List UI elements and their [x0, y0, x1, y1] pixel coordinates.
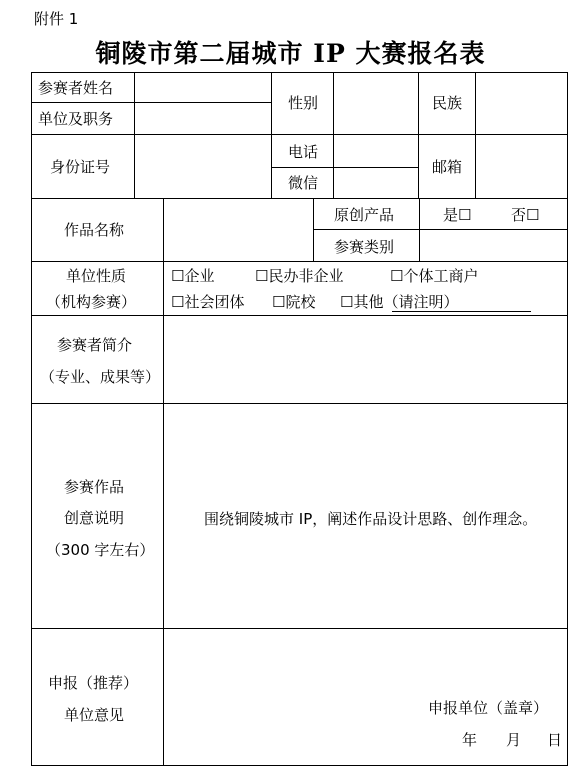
work-name-field[interactable]: [164, 199, 313, 261]
work-name-label: 作品名称: [64, 221, 125, 239]
unit-field[interactable]: [135, 103, 271, 134]
option-college[interactable]: ☐院校: [272, 293, 316, 311]
gender-field[interactable]: [334, 73, 418, 134]
phone-field[interactable]: [334, 135, 418, 167]
desc-label-2: 创意说明: [64, 509, 125, 527]
wechat-field[interactable]: [334, 168, 418, 198]
original-yes-checkbox[interactable]: 是☐: [443, 206, 472, 224]
seal-text: 申报单位（盖章）: [428, 699, 549, 717]
unit-label: 单位及职务: [38, 110, 114, 128]
date-month: 月: [506, 731, 522, 749]
category-field[interactable]: [420, 230, 567, 261]
name-field[interactable]: [135, 73, 271, 102]
option-enterprise[interactable]: ☐企业: [171, 267, 215, 285]
date-day: 日: [547, 731, 563, 749]
category-label: 参赛类别: [334, 238, 395, 256]
attachment-label: 附件 1: [34, 10, 79, 28]
id-field[interactable]: [135, 135, 271, 198]
opinion-label-1: 申报（推荐）: [48, 674, 139, 692]
unit-nature-sub: （机构参赛）: [46, 293, 137, 311]
email-field[interactable]: [476, 135, 567, 198]
intro-sub: （专业、成果等）: [40, 368, 161, 386]
original-no-checkbox[interactable]: 否☐: [511, 206, 540, 224]
intro-label: 参赛者简介: [57, 336, 133, 354]
intro-field[interactable]: [164, 316, 567, 403]
option-other[interactable]: ☐其他（请注明）: [340, 293, 459, 311]
desc-label-3: （300 字左右）: [46, 541, 155, 559]
phone-label: 电话: [288, 143, 319, 161]
ethnicity-field[interactable]: [476, 73, 567, 134]
id-label: 身份证号: [50, 158, 111, 176]
option-private-nonprofit[interactable]: ☐民办非企业: [255, 267, 344, 285]
option-social-group[interactable]: ☐社会团体: [171, 293, 245, 311]
wechat-label: 微信: [288, 174, 319, 192]
option-individual-business[interactable]: ☐个体工商户: [390, 267, 479, 285]
opinion-label-2: 单位意见: [64, 706, 125, 724]
original-label: 原创产品: [334, 206, 395, 224]
email-label: 邮箱: [432, 158, 463, 176]
date-year: 年: [462, 731, 478, 749]
gender-label: 性别: [288, 94, 319, 112]
ethnicity-label: 民族: [432, 94, 463, 112]
desc-hint: 围绕铜陵城市 IP，阐述作品设计思路、创作理念。: [204, 510, 538, 528]
form-title: 铜陵市第二届城市 IP 大赛报名表: [95, 39, 486, 68]
other-specify-underline[interactable]: [392, 311, 531, 312]
unit-nature-label: 单位性质: [66, 267, 127, 285]
desc-label-1: 参赛作品: [64, 478, 125, 496]
name-label: 参赛者姓名: [38, 79, 114, 97]
